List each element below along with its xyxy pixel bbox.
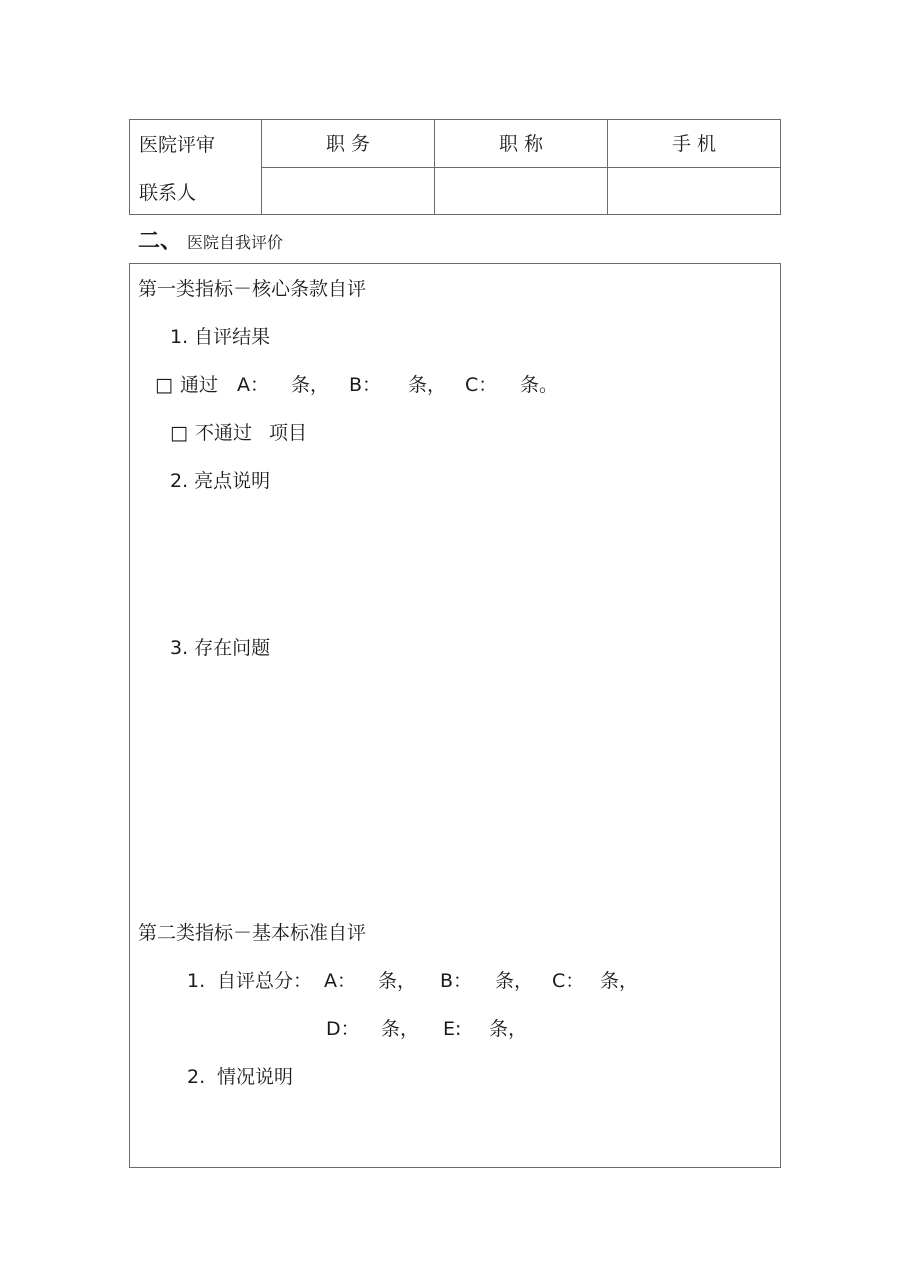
score-b-label: B：: [440, 970, 473, 992]
section-number: 二、: [138, 229, 183, 254]
grade-b-label: B：: [349, 374, 382, 396]
part1-heading: 第一类指标－核心条款自评: [138, 278, 367, 300]
part1-item3-title: 3. 存在问题: [170, 637, 271, 659]
score-e-label: E:: [443, 1018, 462, 1040]
contact-label-line2: 联系人: [139, 182, 197, 204]
header-mobile: 手 机: [671, 133, 717, 155]
grade-b-unit: 条，: [408, 374, 447, 396]
grade-a-label: A：: [237, 374, 269, 396]
score-c-unit: 条，: [600, 970, 639, 992]
score-d-unit: 条，: [381, 1018, 420, 1040]
contact-label-line1: 医院评审: [139, 134, 216, 156]
header-title: 职 称: [498, 133, 544, 155]
part2-item1-label: 自评总分：: [217, 970, 313, 992]
position-value-cell[interactable]: [262, 168, 434, 214]
fail-checkbox[interactable]: □: [170, 422, 188, 444]
header-position: 职 务: [325, 133, 371, 155]
part2-item2-label: 情况说明: [217, 1066, 294, 1088]
score-a-label: A：: [324, 970, 356, 992]
score-a-unit: 条，: [378, 970, 417, 992]
fail-unit: 项目: [269, 422, 308, 444]
fail-label: 不通过: [195, 422, 253, 444]
score-b-unit: 条，: [495, 970, 534, 992]
part2-item1-number: 1.: [187, 970, 206, 992]
part1-item2-title: 2. 亮点说明: [170, 470, 271, 492]
grade-c-unit: 条。: [520, 374, 559, 396]
mobile-value-cell[interactable]: [608, 168, 780, 214]
part1-item1-title: 1. 自评结果: [170, 326, 271, 348]
title-value-cell[interactable]: [435, 168, 607, 214]
score-d-label: D：: [326, 1018, 360, 1040]
grade-a-unit: 条，: [291, 374, 330, 396]
section-title: 医院自我评价: [187, 233, 284, 252]
part2-item2-number: 2.: [187, 1066, 206, 1088]
grade-c-label: C：: [465, 374, 498, 396]
pass-checkbox[interactable]: □: [155, 374, 173, 396]
score-c-label: C：: [552, 970, 585, 992]
score-e-unit: 条，: [489, 1018, 528, 1040]
contact-table: [129, 119, 781, 215]
pass-label: 通过: [180, 374, 219, 396]
part2-heading: 第二类指标－基本标准自评: [138, 922, 367, 944]
